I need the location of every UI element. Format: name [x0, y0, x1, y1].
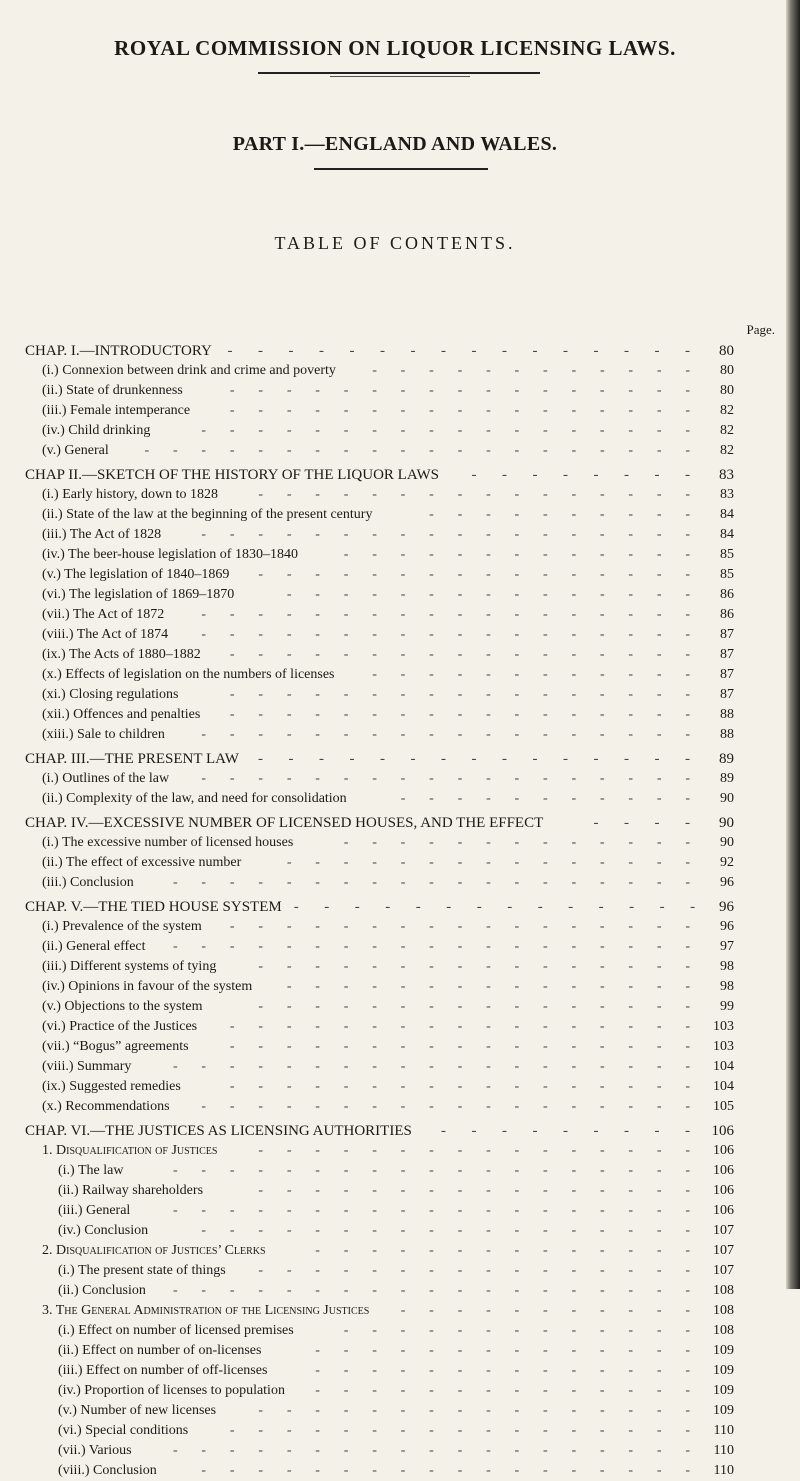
toc-entry-page: 110 [713, 1463, 734, 1478]
dot-leader: - - - - - - - - - - - - - [343, 835, 690, 850]
toc-entry-page: 109 [713, 1343, 734, 1358]
dot-leader: - - - - - - - - - - - - - - - - - [229, 1019, 690, 1034]
toc-entry[interactable] [0, 1097, 800, 1117]
chapter-heading[interactable] [0, 341, 800, 361]
dot-leader: - - - - - - - - - - - - - - - - - - [201, 1223, 690, 1238]
section-heading-label: 2. Disqualification of Justices’ Clerks [42, 1243, 266, 1258]
toc-entry[interactable] [0, 1181, 800, 1201]
header-rule [258, 72, 540, 74]
toc-entry-label: (ii.) Effect on number of on-licenses [58, 1343, 262, 1358]
toc-entry-label: (ii.) Conclusion [58, 1283, 146, 1298]
toc-entry-label: (iii.) Different systems of tying [42, 959, 217, 974]
dot-leader: - - - - - - - - - - - - - - - - - - - [172, 1059, 690, 1074]
toc-entry-page: 99 [720, 999, 734, 1014]
toc-entry-page: 96 [720, 875, 734, 890]
chapter-heading-label: CHAP. V.—THE TIED HOUSE SYSTEM [25, 899, 282, 915]
toc-entry-label: (xi.) Closing regulations [42, 687, 179, 702]
toc-entry-label: (xii.) Offences and penalties [42, 707, 201, 722]
dot-leader: - - - - - - - - - - - - - - - - - - [201, 527, 690, 542]
toc-entry-label: (iii.) General [58, 1203, 131, 1218]
toc-entry[interactable] [0, 1057, 800, 1077]
dot-leader: - - - - - - - - - - - - - - - - - - [201, 607, 690, 622]
toc-entry-page: 82 [720, 443, 734, 458]
toc-entry-label: (iii.) Conclusion [42, 875, 134, 890]
toc-entry[interactable] [0, 957, 800, 977]
toc-entry-label: (i.) The law [58, 1163, 124, 1178]
toc-entry[interactable] [0, 485, 800, 505]
toc-entry-page: 89 [720, 771, 734, 786]
toc-entry[interactable] [0, 1321, 800, 1341]
toc-entry-page: 83 [720, 487, 734, 502]
toc-entry-label: (iii.) The Act of 1828 [42, 527, 162, 542]
dot-leader: - - - - - - - - - - - - - - - - [258, 1263, 690, 1278]
toc-entry-label: (ix.) The Acts of 1880–1882 [42, 647, 201, 662]
toc-entry-page: 88 [720, 727, 734, 742]
chapter-heading-page: 89 [719, 751, 734, 767]
dot-leader: - - - - - - - - - - - - - - - - - - - [172, 875, 690, 890]
dot-leader: - - - - - - - - - - - - - - - - - - - [172, 1283, 690, 1298]
toc-entry-label: (ii.) Railway shareholders [58, 1183, 204, 1198]
section-heading-page: 106 [713, 1143, 734, 1158]
toc-entry-label: (xiii.) Sale to children [42, 727, 165, 742]
header-rule-thin [330, 76, 470, 77]
toc-entry[interactable] [0, 1017, 800, 1037]
chapter-heading-page: 80 [719, 343, 734, 359]
section-heading-label: 1. Disqualification of Justices [42, 1143, 218, 1158]
toc-entry[interactable] [0, 625, 800, 645]
section-heading[interactable] [0, 1241, 800, 1261]
dot-leader: - - - - - - - - - - - - - - - [258, 751, 690, 767]
dot-leader: - - - - - - - - - - - - - - [315, 1243, 690, 1258]
toc-entry-page: 109 [713, 1403, 734, 1418]
toc-entry-page: 90 [720, 835, 734, 850]
chapter-heading[interactable] [0, 465, 800, 485]
toc-entry-page: 87 [720, 687, 734, 702]
toc-entry[interactable] [0, 1201, 800, 1221]
chapter-heading-label: CHAP II.—SKETCH OF THE HISTORY OF THE LIQUOR LAWS [25, 467, 439, 483]
chapter-heading-page: 90 [719, 815, 734, 831]
toc-entry-label: (viii.) The Act of 1874 [42, 627, 169, 642]
toc-entry[interactable] [0, 441, 800, 461]
dot-leader: - - - - - - - - - - - - - - - - - - [201, 727, 690, 742]
toc-entry-label: (ii.) State of the law at the beginning of the present century [42, 507, 373, 522]
toc-entry[interactable] [0, 401, 800, 421]
toc-entry-page: 86 [720, 587, 734, 602]
toc-entry-page: 104 [713, 1079, 734, 1094]
dot-leader: - - - - - - - - - - - - - - - - - - - [172, 1163, 690, 1178]
section-heading-page: 108 [713, 1303, 734, 1318]
toc-entry-page: 85 [720, 567, 734, 582]
toc-entry[interactable] [0, 977, 800, 997]
toc-entry-label: (i.) Prevalence of the system [42, 919, 202, 934]
toc-entry-label: (ii.) Complexity of the law, and need for consolidation [42, 791, 347, 806]
toc-entry-label: (i.) The excessive number of licensed houses [42, 835, 294, 850]
toc-entry-label: (v.) Number of new licenses [58, 1403, 217, 1418]
chapter-heading-page: 83 [719, 467, 734, 483]
toc-entry-page: 88 [720, 707, 734, 722]
toc-entry-page: 106 [713, 1163, 734, 1178]
dot-leader: - - - - - - - - - - - - - - - - - [229, 687, 690, 702]
dot-leader: - - - - - - - - - - - - - - [315, 1363, 690, 1378]
toc-entry[interactable] [0, 1037, 800, 1057]
section-heading-page: 107 [713, 1243, 734, 1258]
toc-entry-page: 97 [720, 939, 734, 954]
toc-entry-label: (vii.) Various [58, 1443, 132, 1458]
dot-leader: - - - - - - - - - - - - [372, 667, 690, 682]
dot-leader: - - - - - - - - - - - - - - - - - [229, 647, 690, 662]
toc-entry-page: 82 [720, 423, 734, 438]
toc-entry-page: 103 [713, 1039, 734, 1054]
dot-leader: - - - - - - - - - - - - - - - - [258, 999, 690, 1014]
toc-entry-page: 107 [713, 1263, 734, 1278]
dot-leader: - - - - - - - - - - - - - - - - - - - [172, 1203, 690, 1218]
toc-entry-label: (iv.) Proportion of licenses to population [58, 1383, 285, 1398]
chapter-heading-page: 106 [711, 1123, 734, 1139]
toc-entry-label: (vii.) “Bogus” agreements [42, 1039, 189, 1054]
toc-entry-label: (ii.) General effect [42, 939, 146, 954]
toc-entry-page: 109 [713, 1363, 734, 1378]
toc-entry-label: (iv.) Opinions in favour of the system [42, 979, 253, 994]
toc-entry[interactable] [0, 1261, 800, 1281]
dot-leader: - - - - - - - - - - - - [372, 363, 690, 378]
dot-leader: - - - - - - - - - - - - - - - - - - [201, 771, 690, 786]
toc-entry-label: (x.) Recommendations [42, 1099, 170, 1114]
toc-entry[interactable] [0, 1421, 800, 1441]
toc-entry-page: 109 [713, 1383, 734, 1398]
toc-entry[interactable] [0, 545, 800, 565]
toc-entry[interactable] [0, 1361, 800, 1381]
dot-leader: - - - - - - - - - - - - - - - - [258, 1143, 690, 1158]
part-rule [314, 168, 488, 170]
toc-entry[interactable] [0, 937, 800, 957]
dot-leader: - - - - - - - - - - - - - [343, 1323, 690, 1338]
toc-entry[interactable] [0, 585, 800, 605]
dot-leader: - - - - - - - - - - - - - - - - - [229, 1079, 690, 1094]
toc-entry-page: 84 [720, 507, 734, 522]
dot-leader: - - - - - - - - - - - - - - [315, 1343, 690, 1358]
toc-entry[interactable] [0, 1077, 800, 1097]
toc-entry[interactable] [0, 1381, 800, 1401]
chapter-heading-label: CHAP. III.—THE PRESENT LAW [25, 751, 239, 767]
toc-entry-label: (vi.) The legislation of 1869–1870 [42, 587, 235, 602]
toc-entry[interactable] [0, 685, 800, 705]
toc-entry[interactable] [0, 645, 800, 665]
toc-entry-page: 108 [713, 1283, 734, 1298]
toc-entry-page: 110 [713, 1443, 734, 1458]
dot-leader: - - - - - - - - - - - - - - - - - [229, 919, 690, 934]
toc-entry-label: (vi.) Special conditions [58, 1423, 189, 1438]
toc-entry-label: (i.) Connexion between drink and crime and poverty [42, 363, 336, 378]
dot-leader: - - - - - - - - - - - - - - - - - - - [172, 939, 690, 954]
toc-entry[interactable] [0, 769, 800, 789]
toc-entry-label: (vi.) Practice of the Justices [42, 1019, 198, 1034]
toc-entry-page: 103 [713, 1019, 734, 1034]
dot-leader: - - - - - - - - - - - - - - - - [227, 343, 690, 359]
toc-entry-page: 98 [720, 979, 734, 994]
dot-leader: - - - - - - - - - - - - - - - - - - [201, 1463, 690, 1478]
chapter-heading[interactable] [0, 1121, 800, 1141]
toc-entry[interactable] [0, 1161, 800, 1181]
toc-entry-label: (iv.) Child drinking [42, 423, 151, 438]
toc-entry[interactable] [0, 1341, 800, 1361]
dot-leader: - - - - - - - - - - - - - - [315, 1383, 690, 1398]
toc-entry[interactable] [0, 505, 800, 525]
toc-entry-page: 80 [720, 383, 734, 398]
dot-leader: - - - - - - - - - - - - - - - [286, 587, 690, 602]
toc-entry-page: 84 [720, 527, 734, 542]
chapter-heading[interactable] [0, 897, 800, 917]
dot-leader: - - - - - - - - - - - - - - - - - - [201, 423, 690, 438]
dot-leader: - - - - - - - - - - - - - - - [286, 979, 690, 994]
dot-leader: - - - - - - - - - - - - - - - - - - - - [144, 443, 690, 458]
toc-entry-page: 107 [713, 1223, 734, 1238]
toc-entry-page: 106 [713, 1203, 734, 1218]
toc-entry[interactable] [0, 789, 800, 809]
chapter-heading[interactable] [0, 813, 800, 833]
toc-entry-page: 110 [713, 1423, 734, 1438]
chapter-heading-page: 96 [719, 899, 734, 915]
page-column-label: Page. [746, 322, 775, 337]
toc-entry-label: (ii.) The effect of excessive number [42, 855, 242, 870]
dot-leader: - - - - - - - - - [441, 1123, 690, 1139]
toc-entry-page: 106 [713, 1183, 734, 1198]
section-heading[interactable] [0, 1301, 800, 1321]
toc-entry-page: 104 [713, 1059, 734, 1074]
table-of-contents [0, 341, 800, 1481]
toc-entry-label: (i.) Effect on number of licensed premises [58, 1323, 294, 1338]
toc-entry-label: (iii.) Effect on number of off-licenses [58, 1363, 268, 1378]
toc-entry[interactable] [0, 565, 800, 585]
toc-entry[interactable] [0, 1461, 800, 1481]
dot-leader: - - - - - - - - - - - - - - - - - [229, 1423, 690, 1438]
section-heading-label: 3. The General Administration of the Licensing Justices [42, 1303, 370, 1318]
dot-leader: - - - - - - - - - - - - - - - - [258, 1403, 690, 1418]
dot-leader: - - - - - - - - - - - [400, 1303, 690, 1318]
toc-entry-label: (iv.) Conclusion [58, 1223, 149, 1238]
dot-leader: - - - - - - - - - - - - - - [293, 899, 696, 915]
toc-entry[interactable] [0, 605, 800, 625]
dot-leader: - - - - - - - - - - - - - - - - [258, 1183, 690, 1198]
dot-leader: - - - - - - - - - - - - - - - [286, 855, 690, 870]
toc-entry-page: 98 [720, 959, 734, 974]
dot-leader: - - - - - - - - - - - - - - - - - [229, 403, 690, 418]
toc-entry-page: 87 [720, 627, 734, 642]
toc-entry[interactable] [0, 873, 800, 893]
toc-entry[interactable] [0, 705, 800, 725]
toc-entry-page: 96 [720, 919, 734, 934]
dot-leader: - - - - - - - - - - - - - - - - - [229, 1039, 690, 1054]
toc-entry-page: 86 [720, 607, 734, 622]
dot-leader: - - - - - - - - - - - - - - - - - - [201, 627, 690, 642]
toc-entry-label: (iv.) The beer-house legislation of 1830–1840 [42, 547, 298, 562]
toc-entry[interactable] [0, 853, 800, 873]
toc-entry-page: 90 [720, 791, 734, 806]
toc-entry-label: (ii.) State of drunkenness [42, 383, 183, 398]
dot-leader: - - - - - - - - - - - - - - - - [258, 487, 690, 502]
dot-leader: - - - - - - - - - - - - - [343, 547, 690, 562]
chapter-heading-label: CHAP. IV.—EXCESSIVE NUMBER OF LICENSED HOUSES, AND THE EFFECT [25, 815, 544, 831]
toc-entry-page: 80 [720, 363, 734, 378]
toc-entry-page: 87 [720, 667, 734, 682]
toc-entry-page: 85 [720, 547, 734, 562]
toc-entry[interactable] [0, 1441, 800, 1461]
toc-entry-label: (v.) Objections to the system [42, 999, 203, 1014]
toc-entry-page: 92 [720, 855, 734, 870]
toc-entry[interactable] [0, 725, 800, 745]
section-heading[interactable] [0, 1141, 800, 1161]
chapter-heading-label: CHAP. VI.—THE JUSTICES AS LICENSING AUTHORITIES [25, 1123, 412, 1139]
dot-leader: - - - - - - - - - - - - - - - - [258, 959, 690, 974]
page-header: ROYAL COMMISSION ON LIQUOR LICENSING LAWS. [114, 36, 676, 60]
toc-entry-label: (viii.) Conclusion [58, 1463, 157, 1478]
toc-entry-label: (i.) Early history, down to 1828 [42, 487, 219, 502]
toc-entry[interactable] [0, 421, 800, 441]
toc-entry[interactable] [0, 997, 800, 1017]
dot-leader: - - - - - - - - - - - - - - - - - [229, 383, 690, 398]
toc-entry[interactable] [0, 1221, 800, 1241]
dot-leader: - - - - - - - - - - - - - - - - - - [201, 1099, 690, 1114]
toc-entry-label: (x.) Effects of legislation on the numbers of licenses [42, 667, 335, 682]
toc-entry-label: (i.) Outlines of the law [42, 771, 170, 786]
dot-leader: - - - - - - - - - - - - - - - - [258, 567, 690, 582]
dot-leader: - - - - - - - - - - - - - - - - - [229, 707, 690, 722]
toc-entry-page: 82 [720, 403, 734, 418]
toc-entry-label: (iii.) Female intemperance [42, 403, 191, 418]
toc-entry-label: (v.) General [42, 443, 109, 458]
dot-leader: - - - - - - - - [471, 467, 690, 483]
toc-entry-label: (i.) The present state of things [58, 1263, 226, 1278]
toc-entry[interactable] [0, 381, 800, 401]
toc-entry[interactable] [0, 525, 800, 545]
toc-entry-label: (ix.) Suggested remedies [42, 1079, 181, 1094]
toc-entry[interactable] [0, 917, 800, 937]
chapter-heading-label: CHAP. I.—INTRODUCTORY [25, 343, 212, 359]
toc-entry-page: 87 [720, 647, 734, 662]
toc-entry-page: 105 [713, 1099, 734, 1114]
toc-entry-label: (vii.) The Act of 1872 [42, 607, 165, 622]
toc-entry[interactable] [0, 361, 800, 381]
dot-leader: - - - - - - - - - - [429, 507, 690, 522]
toc-entry[interactable] [0, 665, 800, 685]
toc-entry[interactable] [0, 833, 800, 853]
toc-entry-label: (viii.) Summary [42, 1059, 132, 1074]
dot-leader: - - - - [593, 815, 690, 831]
dot-leader: - - - - - - - - - - - [400, 791, 690, 806]
dot-leader: - - - - - - - - - - - - - - - - - - - [172, 1443, 690, 1458]
toc-entry-page: 108 [713, 1323, 734, 1338]
chapter-heading[interactable] [0, 749, 800, 769]
toc-entry[interactable] [0, 1401, 800, 1421]
part-title: PART I.—ENGLAND AND WALES. [232, 133, 558, 155]
toc-entry-label: (v.) The legislation of 1840–1869 [42, 567, 230, 582]
toc-title: TABLE OF CONTENTS. [274, 233, 516, 253]
toc-entry[interactable] [0, 1281, 800, 1301]
